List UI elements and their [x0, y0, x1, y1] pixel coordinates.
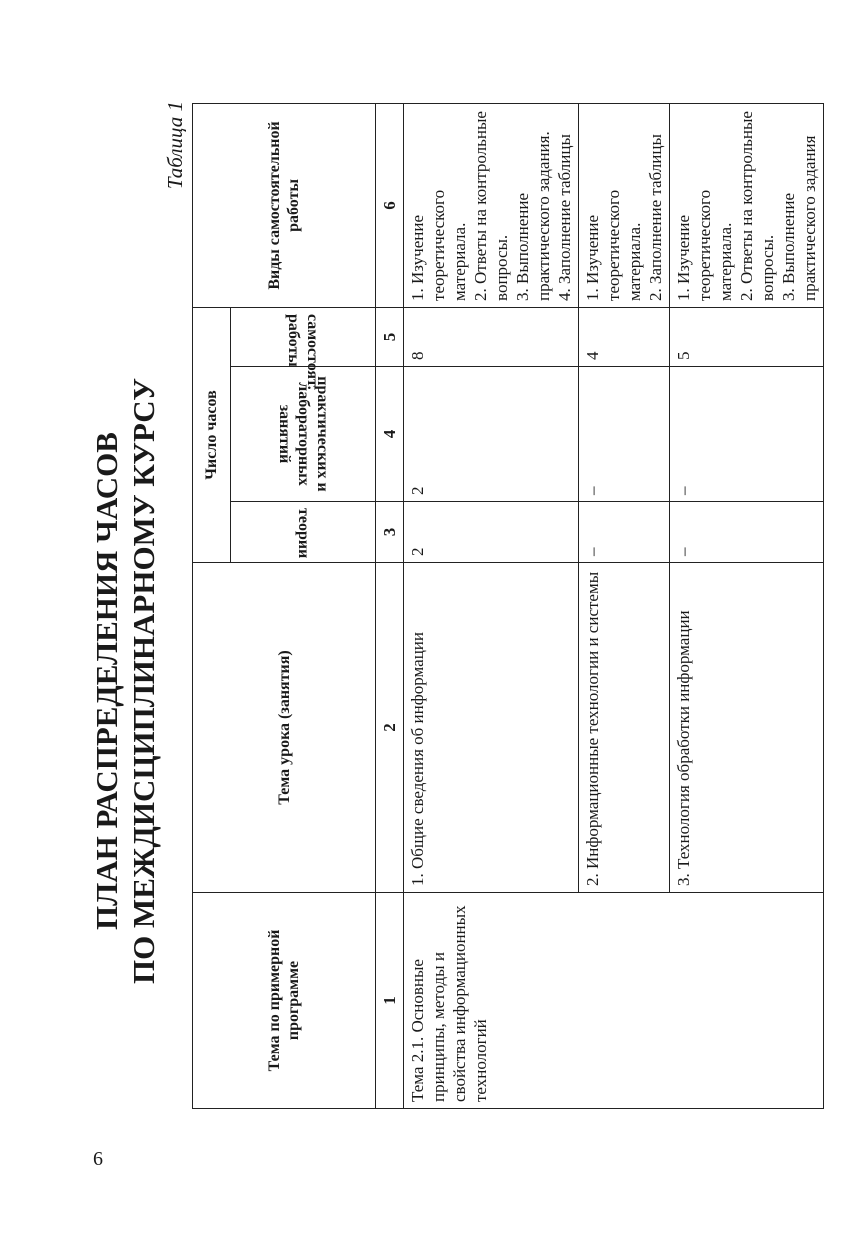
- column-number-2: 2: [376, 563, 404, 893]
- header-lesson-topic: Тема урока (занятия): [193, 563, 376, 893]
- page-title: [88, 231, 162, 1131]
- self-hours-cell: 8: [404, 307, 579, 366]
- hours-distribution-table: [192, 103, 824, 1109]
- self-work-cell: [670, 103, 824, 307]
- self-work-item: 1. Изучение теоретического материала.: [583, 189, 644, 301]
- self-work-item: 2. Ответы на контрольные вопросы.: [471, 111, 511, 301]
- self-work-cell: [579, 103, 670, 307]
- header-self-study: самостоят. работы: [231, 307, 376, 366]
- practice-hours-cell: –: [579, 367, 670, 502]
- lesson-topic-cell: 1. Общие сведения об информации: [404, 563, 579, 893]
- header-hours-group: Число часов: [193, 307, 231, 562]
- lesson-topic-cell: 3. Технология обработки информации: [670, 563, 824, 893]
- header-theory: теории: [231, 502, 376, 563]
- self-work-item: 3. Выполнение практического задания: [779, 135, 819, 301]
- title-line-2: ПО МЕЖДИСЦИПЛИНАРНОМУ КУРСУ: [126, 378, 161, 985]
- self-work-item: 4. Заполнение таблицы: [555, 134, 574, 301]
- column-number-4: 4: [376, 367, 404, 502]
- theory-hours-cell: –: [579, 502, 670, 563]
- program-topic-cell: Тема 2.1. Основные принципы, методы и свойства информационных технологий: [404, 893, 824, 1109]
- column-number-5: 5: [376, 307, 404, 366]
- column-number-1: 1: [376, 893, 404, 1109]
- table-row: [404, 103, 579, 1108]
- practice-hours-cell: –: [670, 367, 824, 502]
- header-self-work-types: Виды самостоятельной работы: [193, 103, 376, 307]
- practice-hours-cell: 2: [404, 367, 579, 502]
- self-work-item: 1. Изучение теоретического материала.: [674, 189, 735, 301]
- self-work-item: 2. Ответы на контрольные вопросы.: [737, 111, 777, 301]
- self-work-cell: [404, 103, 579, 307]
- theory-hours-cell: 2: [404, 502, 579, 563]
- self-work-item: 3. Выполнение практического задания.: [513, 131, 553, 301]
- page-number: 6: [93, 1148, 103, 1170]
- header-practice: практических и лабораторных занятий: [231, 367, 376, 502]
- title-line-1: ПЛАН РАСПРЕДЕЛЕНИЯ ЧАСОВ: [89, 432, 124, 930]
- header-program-topic: Тема по примерной программе: [193, 893, 376, 1109]
- column-number-3: 3: [376, 502, 404, 563]
- lesson-topic-cell: 2. Информационные технологии и системы: [579, 563, 670, 893]
- self-hours-cell: 4: [579, 307, 670, 366]
- theory-hours-cell: –: [670, 502, 824, 563]
- table-caption: Таблица 1: [163, 101, 187, 190]
- column-number-6: 6: [376, 103, 404, 307]
- self-hours-cell: 5: [670, 307, 824, 366]
- self-work-item: 2. Заполнение таблицы: [646, 134, 665, 301]
- self-work-item: 1. Изучение теоретического материала.: [408, 189, 469, 301]
